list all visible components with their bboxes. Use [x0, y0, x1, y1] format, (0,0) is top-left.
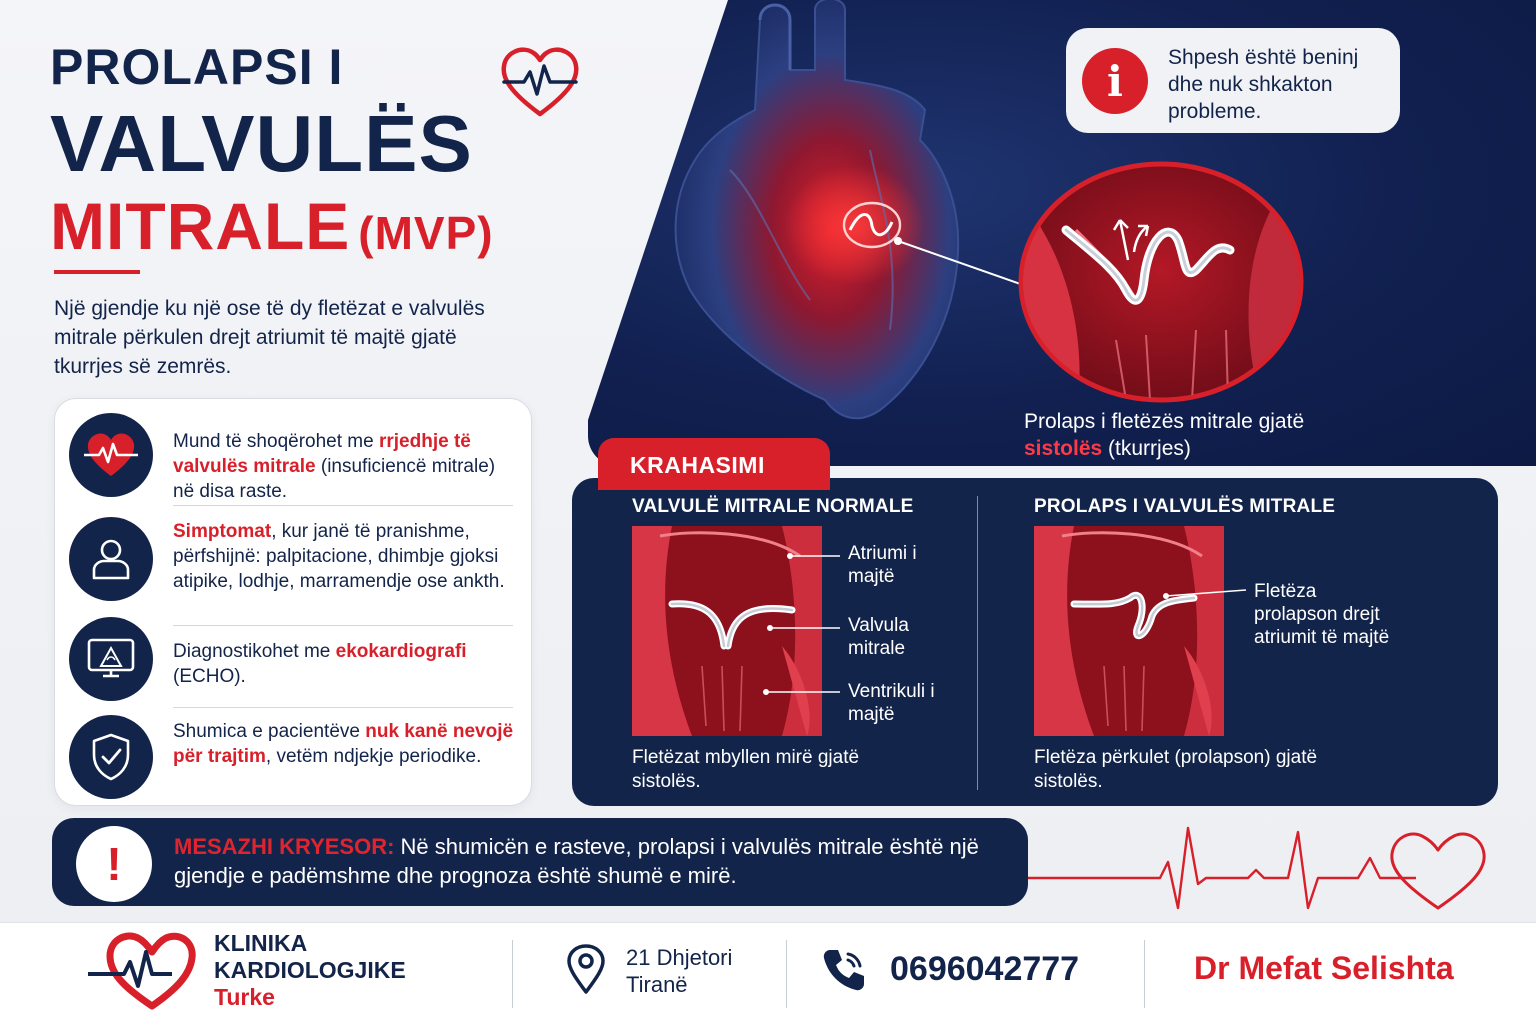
title-line-1: PROLAPSI I — [50, 39, 344, 95]
info-bubble-text: Shpesh është beninj dhe nuk shkakton probleme. — [1168, 46, 1359, 123]
comparison-divider — [977, 496, 978, 790]
heart-ecg-icon — [69, 413, 153, 497]
label-left-atrium: Atriumi i majtë — [848, 543, 917, 587]
doctor-name: Dr Mefat Selishta — [1194, 950, 1454, 986]
prolapse-valve-image — [1034, 526, 1224, 736]
info-card — [54, 398, 532, 806]
echo-monitor-icon — [69, 617, 153, 701]
info-text: Diagnostikohet me ekokardiografi (ECHO). — [173, 641, 467, 687]
zoom-caption: Prolaps i fletëzës mitrale gjatë sistolës (tkurrjes) — [1024, 410, 1305, 460]
title-line-2: VALVULËS — [50, 99, 473, 188]
clinic-logo-icon — [88, 928, 198, 1010]
exclamation-icon: ! — [76, 826, 152, 902]
clinic-name: KLINIKA KARDIOLOGJIKE — [214, 930, 406, 983]
divider — [173, 625, 513, 626]
label-pointers — [760, 540, 860, 720]
title-underline — [54, 270, 140, 274]
divider — [173, 505, 513, 506]
ecg-heart-icon — [1028, 818, 1518, 918]
info-bubble — [1066, 28, 1400, 133]
location-pin-icon — [566, 944, 606, 994]
shield-check-icon — [69, 715, 153, 799]
info-icon: i — [1082, 48, 1148, 114]
title-line-3-main: MITRALE — [50, 189, 351, 263]
footer-divider — [1144, 940, 1145, 1008]
normal-valve-heading: VALVULË MITRALE NORMALE — [632, 496, 914, 517]
heart-anatomy-image — [640, 0, 980, 430]
valve-zoom-image — [1016, 160, 1306, 405]
heart-ecg-icon — [500, 44, 580, 120]
info-text: Shumica e pacientëve nuk kanë nevojë për trajtim, vetëm ndjekje periodike. — [173, 721, 514, 767]
prolapse-valve-heading: PROLAPS I VALVULËS MITRALE — [1034, 496, 1336, 517]
divider — [173, 707, 513, 708]
label-pointer — [1160, 580, 1250, 610]
title-abbreviation: (MVP) — [358, 207, 494, 259]
label-mitral-valve: Valvula mitrale — [848, 615, 909, 659]
intro-text: Një gjendje ku një ose të dy fletëzat e valvulës mitrale përkulen drejt atriumit të majtë gjatë tkurrjes së zemrës. — [54, 297, 485, 378]
footer-divider — [786, 940, 787, 1008]
footer-divider — [512, 940, 513, 1008]
label-prolapsing-leaflet: Fletëza prolapson drejt atriumit të majtë — [1254, 581, 1390, 648]
clinic-subtitle: Turke — [214, 984, 275, 1010]
prolapse-valve-caption: Fletëza përkulet (prolapson) gjatë sistolës. — [1034, 747, 1318, 792]
phone-icon — [820, 946, 868, 994]
label-left-ventricle: Ventrikuli i majtë — [848, 681, 935, 725]
phone-number[interactable]: 0696042777 — [890, 950, 1080, 988]
address: 21 Dhjetori Tiranë — [626, 945, 733, 997]
comparison-tab: KRAHASIMI — [598, 438, 830, 490]
info-text: Simptomat, kur janë të pranishme, përfshijnë: palpitacione, dhimbje gjoksi atipike, lodhje, marramendje ose ankth. — [173, 521, 505, 592]
info-text: Mund të shoqërohet me rrjedhje të valvulës mitrale (insuficiencë mitrale) në disa raste. — [173, 431, 496, 502]
title-line-3 — [50, 188, 494, 264]
person-icon — [69, 517, 153, 601]
normal-valve-caption: Fletëzat mbyllen mirë gjatë sistolës. — [632, 747, 860, 792]
key-message-text: MESAZHI KRYESOR: Në shumicën e rasteve, prolapsi i valvulës mitrale është një gjendje e padëmshme dhe prognoza është shumë e mirë. — [174, 834, 979, 888]
